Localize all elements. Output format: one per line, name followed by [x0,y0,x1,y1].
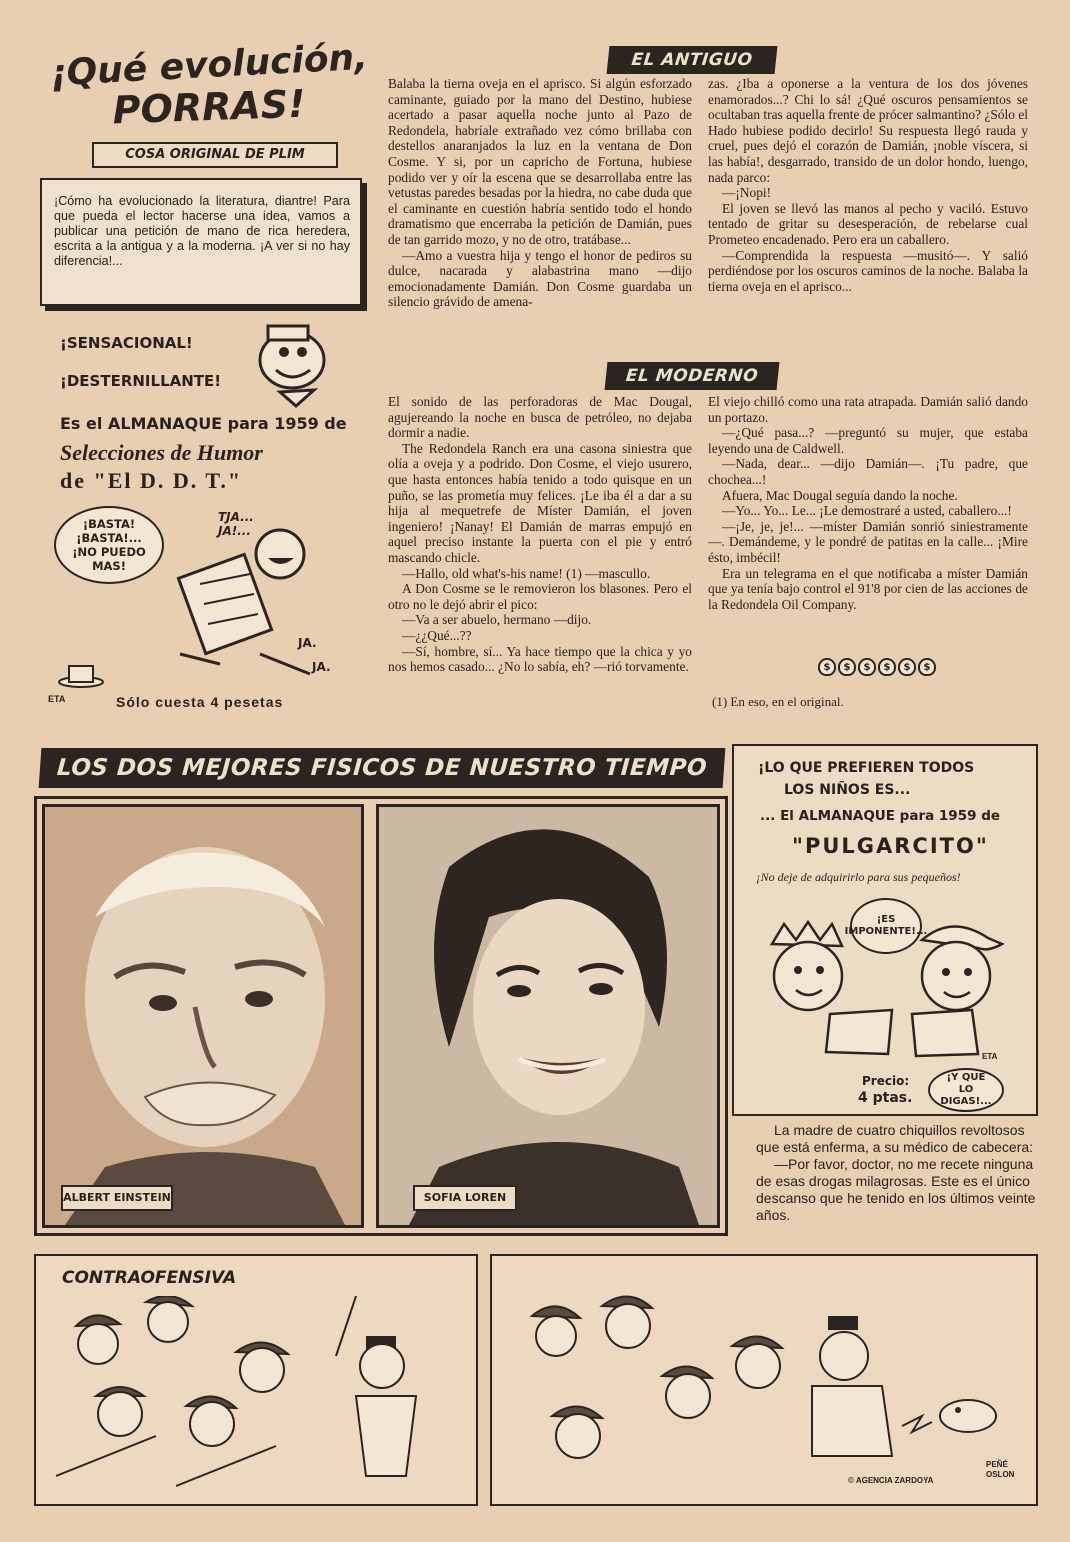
pulgarcito-bubble-2 [928,1068,1004,1112]
money-bag-icon: $ [898,658,916,676]
main-title [44,36,374,133]
moderno-col2-p3: —Nada, dear... —dijo Damián—. ¡Tu padre, que chochea...! [708,456,1028,487]
ad-ddt-signature: ETA [48,694,66,704]
comic-panel-2 [490,1254,1038,1506]
children-reading-illustration [742,914,1032,1064]
moderno-col2-p5: —Yo... Yo... Le... ¡Le demostraré a usted, caballero...! [722,503,1012,519]
ad-ddt [40,318,362,718]
antiguo-col1 [388,76,692,358]
ad-pulgarcito-line4: ¡No deje de adquirirlo para sus pequeños! [756,870,961,884]
moderno-col1-p1: El sonido de las perforadoras de Mac Dougal, agujereando la noche en busca de petróleo, no dejaba dormir a nadie. [388,394,692,441]
moderno-col1 [388,394,692,720]
einstein-photo [42,804,364,1228]
ad-ddt-line4: Selecciones de Humor [60,440,263,465]
intro-text: ¡Cómo ha evolucionado la literatura, diantre! Para que pueda el lector hacerse una idea, vamos a publicar una petición de mano de rica heredera, escrita a la antigua y a la moderna. ¡A ver si no hay diferencia!... [54,194,350,268]
antiguo-heading: EL ANTIGUO [607,46,778,74]
joke-p2: —Por favor, doctor, no me recete ninguna de esas drogas milagrosas. Este es el único descanso que he tenido en los últimos veinte años. [756,1156,1036,1223]
ad-pulgarcito [732,744,1038,1116]
money-bag-icon: $ [818,658,836,676]
antiguo-col2 [708,76,1028,358]
moderno-col2-p4: Afuera, Mac Dougal seguía dando la noche. [722,487,958,503]
loren-photo [376,804,720,1228]
ad-ddt-line3: Es el ALMANAQUE para 1959 de [60,414,347,433]
ad-ddt-line1: ¡SENSACIONAL! [60,334,193,352]
ad-ddt-line5: de "El D. D. T." [60,468,243,493]
moderno-col2-p7: Era un telegrama en el que notificaba a míster Damián que ya tenía bajo control el 91'8 por cien de las acciones de la Redondela Oil Company. [708,565,1028,612]
moderno-col2-p2: —¿Qué pasa...? —preguntó su mujer, que estaba leyendo una de Caldwell. [708,425,1028,456]
soldiers-retreating-illustration [492,1256,1035,1503]
laugh-text-3: JA. [312,660,331,674]
ad-pulgarcito-price-label: Precio: [862,1074,910,1088]
intro-box [40,178,362,306]
speech-bubble-text: ¡BASTA! ¡BASTA!... ¡NO PUEDO MAS! [72,517,146,573]
hat-icon [56,662,106,688]
money-bags-row [818,658,938,676]
loren-caption: SOFIA LOREN [413,1185,517,1211]
antiguo-col2-p3: El joven se llevó las manos al pecho y vaciló. Estuvo tentado de gritar su desesperación, de rebelarse cual Prometeo encadenado. Pero era un caballero. [708,200,1028,247]
moderno-col1-p6: —¿¿Qué...?? [402,627,472,643]
moderno-col1-p2: The Redondela Ranch era una casona siniestra que olía a oveja y a podrido. Don Cosme, el viejo usurero, que hasta entonces había tenido a todo quisque en un puño, se las prometía muy felices. ¡Le iba él a dar a su hija al mequetrefe de Míster Damián, el joven ingeniero! ¡Nanay! El Damián de marras empujó en aquel preciso instante la puerta con el pie y entró mascando chicle. [388,440,692,565]
money-bag-icon: $ [838,658,856,676]
moderno-col2-p6: —¡Je, je, je!... —míster Damián sonrió siniestramente—. Demándeme, y le pondré de patitas en la calle... ¡Mire ésto, imbécil! [708,518,1028,565]
moderno-col2 [708,394,1028,650]
comic-title: CONTRAOFENSIVA [62,1268,237,1288]
laugh-text-2: JA. [298,636,317,650]
ad-pulgarcito-line3: ... El ALMANAQUE para 1959 de [760,808,1001,824]
comic-panel-1 [34,1254,478,1506]
main-title-line2: PORRAS! [111,81,307,133]
antiguo-col2-p1: zas. ¿Iba a oponerse a la ventura de los dos jóvenes enamorados...? Chi lo sá! ¿Qué oscuros pensamientos se ocultaban tras aquella frente de prócer salmantino? ¿Sólo el Hado hubiese podido decirlo! Su respuesta llegó rauda y cruel, pues dejó el corazón de Damián, ¡noble víscera, si las había!, desgarrado, transido de un dolor hondo, luengo, nada parco: [708,76,1028,185]
ad-pulgarcito-signature: ETA [982,1052,998,1061]
ad-pulgarcito-title: "PULGARCITO" [792,834,989,858]
loren-portrait-illustration [379,807,717,1225]
mascot-head-icon [240,318,350,410]
antiguo-col1-p1: Balaba la tierna oveja en el aprisco. Si algún esforzado caminante, guiado por la mano del Destino, hubiese acertado a pasar aquella noche junto al Pazo de Redondela, habríale extrañado vez cómo brillaba con destellos anaranjados la luz en la ventana de Don Cosme. Y si, por un capricho de Fortuna, hubiese podido ver y oír la escena que se desarrollaba entre las vetustas paredes besadas por la hiedra, no cabe duda que el caminante en cuestión habría sentido todo el hondo dramatismo que encerraba la petición de Damián, pues de tan garrido mozo, y no de otro, tratábase... [388,76,692,247]
ad-ddt-price: Sólo cuesta 4 pesetas [116,694,284,710]
pulgarcito-bubble-1-text: ¡ES IMPONENTE!... [844,914,928,937]
antiguo-col1-p2: —Amo a vuestra hija y tengo el honor de pediros su dulce, nacarada y alabastrina mano —dijo emocionadamente Damián. Don Cosme guardaba un silencio grávido de amena- [388,247,692,310]
joke-p1: La madre de cuatro chiquillos revoltosos que está enferma, a su médico de cabecera: [756,1122,1034,1155]
joke [756,1122,1036,1224]
moderno-col1-p7: —Sí, hombre, sí... Ya hace tiempo que la chica y yo nos hemos casado... ¿No lo sabía, eh? —rió torvamente. [388,643,692,675]
moderno-col1-p4: A Don Cosme se le removieron los blasones. Pero el otro no le dejó abrir el pico: [388,581,692,612]
ad-ddt-line2: ¡DESTERNILLANTE! [60,372,222,390]
ad-pulgarcito-line2: LOS NIÑOS ES... [784,782,911,798]
money-bag-icon: $ [878,658,896,676]
laugh-text-1: TJA... JA!... [218,510,254,538]
moderno-heading: EL MODERNO [605,362,780,390]
footnote: (1) En eso, en el original. [712,694,844,709]
einstein-portrait-illustration [45,807,361,1225]
antiguo-col2-p4: —Comprendida la respuesta —musitó—. Y salió perdiéndose por los oscuros caminos de la noche. Balaba la tierna oveja en el aprisco... [708,247,1028,294]
byline: COSA ORIGINAL DE PLIM [125,147,305,162]
soldiers-charging-illustration [36,1296,475,1503]
ad-pulgarcito-header [734,746,1035,866]
pulgarcito-bubble-2-text: ¡Y QUE LO DIGAS!... [940,1072,992,1107]
moderno-col1-p3: —Hallo, old what's-his name! (1) —mascullo. [402,565,651,581]
comic-signature: PEÑÉ OSLON [986,1460,1015,1479]
fisicos-heading: LOS DOS MEJORES FISICOS DE NUESTRO TIEMPO [39,748,726,788]
main-title-line1: ¡Qué evolución, [49,36,369,95]
laughing-man-illustration [160,514,330,684]
ad-pulgarcito-price-value: 4 ptas. [858,1090,913,1106]
comic-credit: © AGENCIA ZARDOYA [848,1476,934,1485]
moderno-col1-p5: —Va a ser abuelo, hermano —dijo. [402,612,592,628]
einstein-caption: ALBERT EINSTEIN [61,1185,173,1211]
ad-pulgarcito-line1: ¡LO QUE PREFIEREN TODOS [758,760,975,776]
byline-box [92,142,338,168]
money-bag-icon: $ [918,658,936,676]
antiguo-col2-p2: —¡Nopi! [722,185,772,201]
moderno-col2-p1: El viejo chilló como una rata atrapada. Damián salió dando un portazo. [708,394,1028,425]
money-bag-icon: $ [858,658,876,676]
speech-bubble [54,506,164,584]
